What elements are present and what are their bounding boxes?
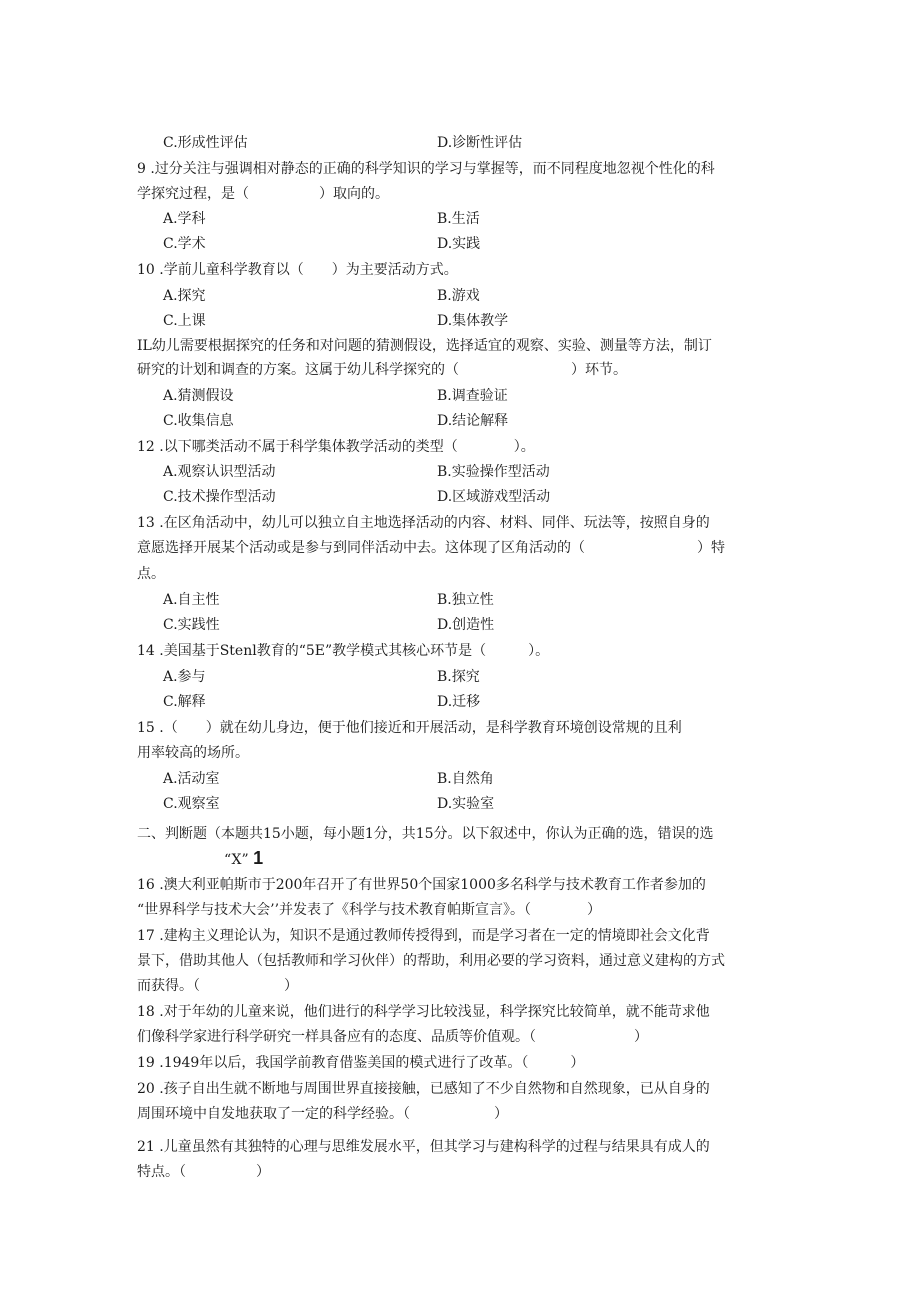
q10-option-b: B.游戏 — [437, 288, 480, 304]
q13-stem-line2: 意愿选择开展某个活动或是参与到同伴活动中去。这体现了区角活动的（ ）特 — [137, 540, 725, 556]
q11-stem-line2: 研究的计划和调查的方案。这属于幼儿科学探究的（ ）环节。 — [137, 362, 627, 378]
q13-stem-line3: 点。 — [137, 566, 165, 582]
q18-stem-line2: 们像科学家进行科学研究一样具备应有的态度、品质等价值观。（ ） — [137, 1029, 648, 1045]
q21-stem-line2: 特点。（ ） — [137, 1164, 270, 1180]
q15-stem-line1: 15 .（ ）就在幼儿身边，便于他们接近和开展活动，是科学教育环境创设常规的且利 — [137, 720, 682, 736]
q10-stem-line1: 10 .学前儿童科学教育以（ ）为主要活动方式。 — [137, 262, 458, 278]
q12-stem-line1: 12 .以下哪类活动不属于科学集体教学活动的类型（ ）。 — [137, 439, 535, 455]
q15-option-d: D.实验室 — [437, 796, 495, 812]
q8-option-d: D.诊断性评估 — [437, 135, 523, 151]
q10-option-c: C.上课 — [163, 313, 206, 329]
section2-mark: 1 — [253, 848, 264, 868]
q21-stem-line1: 21 .儿童虽然有其独特的心理与思维发展水平，但其学习与建构科学的过程与结果具有成人的 — [137, 1139, 710, 1155]
q10-option-d: D.集体教学 — [437, 313, 509, 329]
q14-option-d: D.迁移 — [437, 694, 481, 710]
q11-option-b: B.调查验证 — [437, 388, 508, 404]
q9-option-b: B.生活 — [437, 211, 480, 227]
q11-stem-line1: IL幼儿需要根据探究的任务和对问题的猜测假设，选择适宜的观察、实验、测量等方法，制订 — [137, 338, 712, 354]
q11-option-c: C.收集信息 — [163, 413, 234, 429]
q15-stem-line2: 用率较高的场所。 — [137, 745, 249, 761]
q15-option-b: B.自然角 — [437, 771, 494, 787]
section2-x-symbol: “X” — [224, 852, 249, 868]
q15-option-a: A.活动室 — [163, 771, 220, 787]
q16-stem-line2: “世界科学与技术大会’’并发表了《科学与技术教育帕斯宣言》。（ ） — [137, 902, 602, 918]
q10-option-a: A.探究 — [163, 288, 206, 304]
q14-option-a: A.参与 — [163, 669, 206, 685]
section2-heading-line2 — [224, 849, 263, 869]
section2-heading-line1: 二、判断题（本题共15小题，每小题1分，共15分。以下叙述中，你认为正确的选，错误的选 — [137, 826, 714, 842]
q12-option-d: D.区域游戏型活动 — [437, 489, 551, 505]
q19-stem-line1: 19 .1949年以后，我国学前教育借鉴美国的模式进行了改革。（ ） — [137, 1055, 585, 1071]
q13-stem-line1: 13 .在区角活动中，幼儿可以独立自主地选择活动的内容、材料、同伴、玩法等，按照自身的 — [137, 515, 710, 531]
q12-option-b: B.实验操作型活动 — [437, 464, 550, 480]
q16-stem-line1: 16 .澳大利亚帕斯市于200年召开了有世界50个国家1000多名科学与技术教育工作者参加的 — [137, 877, 706, 893]
q9-option-a: A.学科 — [163, 211, 206, 227]
q8-option-c: C.形成性评估 — [163, 135, 248, 151]
q14-option-c: C.解释 — [163, 694, 206, 710]
q13-option-a: A.自主性 — [163, 592, 220, 608]
q13-option-d: D.创造性 — [437, 617, 495, 633]
q20-stem-line1: 20 .孩子自出生就不断地与周围世界直接接触，已感知了不少自然物和自然现象，已从自身的 — [137, 1081, 710, 1097]
q9-stem-line1: 9 .过分关注与强调相对静态的正确的科学知识的学习与掌握等，而不同程度地忽视个性化的科 — [137, 161, 715, 177]
q9-option-d: D.实践 — [437, 236, 481, 252]
q12-option-a: A.观察认识型活动 — [163, 464, 276, 480]
q17-stem-line2: 景下，借助其他人（包括教师和学习伙伴）的帮助，利用必要的学习资料，通过意义建构的方式 — [137, 953, 725, 969]
q15-option-c: C.观察室 — [163, 796, 220, 812]
q12-option-c: C.技术操作型活动 — [163, 489, 276, 505]
q17-stem-line1: 17 .建构主义理论认为，知识不是通过教师传授得到，而是学习者在一定的情境即社会文化背 — [137, 928, 710, 944]
q13-option-c: C.实践性 — [163, 617, 220, 633]
q17-stem-line3: 而获得。（ ） — [137, 978, 298, 994]
q14-stem-line1: 14 .美国基于Stenl教育的“5E”教学模式其核心环节是（ ）。 — [137, 643, 550, 659]
q11-option-a: A.猜测假设 — [163, 388, 234, 404]
q13-option-b: B.独立性 — [437, 592, 494, 608]
q18-stem-line1: 18 .对于年幼的儿童来说，他们进行的科学学习比较浅显，科学探究比较简单，就不能苛求他 — [137, 1004, 710, 1020]
q9-stem-line2: 学探究过程，是（ ）取向的。 — [137, 186, 389, 202]
q9-option-c: C.学术 — [163, 236, 206, 252]
q14-option-b: B.探究 — [437, 669, 480, 685]
q20-stem-line2: 周围环境中自发地获取了一定的科学经验。（ ） — [137, 1106, 508, 1122]
q11-option-d: D.结论解释 — [437, 413, 509, 429]
